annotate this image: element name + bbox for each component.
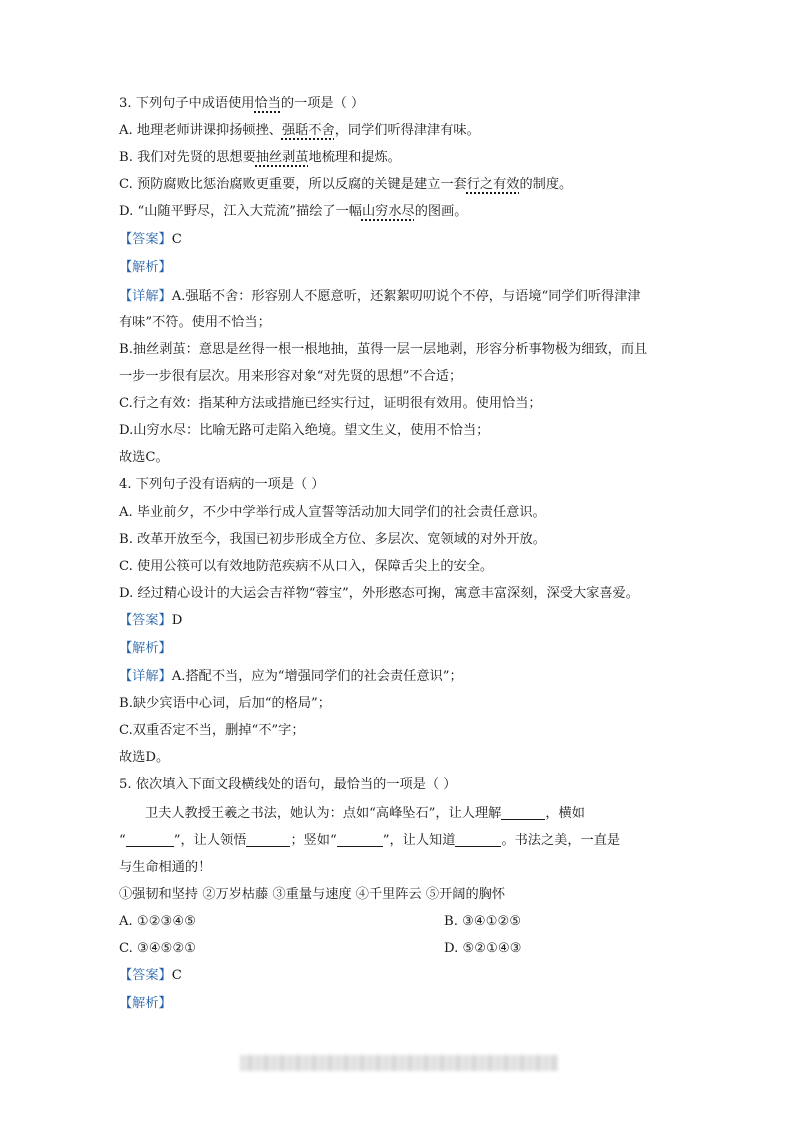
q5-passage-line-2: “ ”，让人领悟 ；竖如“ ”，让人知道 。书法之美，一直是 — [119, 833, 621, 848]
q5-option-d: D. ⑤②①④③ — [444, 941, 522, 956]
q4-conclusion: 故选D。 — [119, 750, 170, 765]
q4-detail-3: C.双重否定不当，删掉“不”字； — [119, 723, 305, 738]
q5-stem: 5. 依次填入下面文段横线处的语句，最恰当的一项是（ ） — [119, 777, 457, 792]
q4-analysis-heading: 【解析】 — [119, 641, 172, 656]
q5-option-b: B. ③④①②⑤ — [444, 914, 522, 929]
q5-answer: 【答案】C — [119, 968, 182, 983]
q4-answer: 【答案】D — [119, 613, 183, 628]
q3-option-d: D. “山随平野尽，江入大荒流”描绘了一幅山穷水尽的图画。 — [119, 204, 468, 219]
q5-passage-line-3: 与生命相通的！ — [119, 860, 212, 875]
q3-detail-3: B.抽丝剥茧：意思是丝得一根一根地抽，茧得一层一层地剥，形容分析事物极为细致，而且 — [119, 342, 648, 357]
q3-detail-5: C.行之有效：指某种方法或措施已经实行过，证明很有效用。使用恰当； — [119, 396, 542, 411]
q5-analysis-heading: 【解析】 — [119, 996, 172, 1011]
q5-passage-line-1: 卫夫人教授王羲之书法，她认为：点如“高峰坠石”，让人理解 ，横如 — [145, 806, 585, 821]
q5-blank-3 — [246, 832, 290, 847]
q3-option-a: A. 地理老师讲课抑扬顿挫、强聒不舍，同学们听得津津有味。 — [119, 123, 480, 138]
q3-detail-6: D.山穷水尽：比喻无路可走陷入绝境。望文生义，使用不恰当； — [119, 423, 490, 438]
q3-detail-2: 有味”不符。使用不恰当； — [119, 315, 271, 330]
q5-option-c: C. ③④⑤②① — [119, 941, 197, 956]
q3-option-b: B. 我们对先贤的思想要抽丝剥茧地梳理和提炼。 — [119, 150, 401, 165]
q4-stem: 4. 下列句子没有语病的一项是（ ） — [119, 477, 325, 492]
q4-option-a: A. 毕业前夕，不少中学举行成人宣誓等活动加大同学们的社会责任意识。 — [119, 505, 546, 520]
q4-option-b: B. 改革开放至今，我国已初步形成全方位、多层次、宽领域的对外开放。 — [119, 532, 546, 547]
q3-answer: 【答案】C — [119, 232, 182, 247]
q4-detail-1: 【详解】A.搭配不当，应为“增强同学们的社会责任意识”； — [119, 669, 463, 684]
blurred-footer-watermark — [240, 1055, 558, 1071]
q3-analysis-heading: 【解析】 — [119, 260, 172, 275]
q5-blank-5 — [455, 832, 501, 847]
q5-blank-4 — [337, 832, 383, 847]
q5-blank-2 — [126, 832, 174, 847]
q5-items: ①强韧和坚持 ②万岁枯藤 ③重量与速度 ④千里阵云 ⑤开阔的胸怀 — [119, 887, 506, 902]
q5-option-a: A. ①②③④⑤ — [119, 914, 197, 929]
q4-option-c: C. 使用公筷可以有效地防范疾病不从口入，保障舌尖上的安全。 — [119, 559, 494, 574]
q5-blank-1 — [501, 805, 545, 820]
q3-option-c: C. 预防腐败比惩治腐败更重要，所以反腐的关键是建立一套行之有效的制度。 — [119, 177, 573, 192]
q3-conclusion: 故选C。 — [119, 450, 169, 465]
q4-detail-2: B.缺少宾语中心词，后加“的格局”； — [119, 696, 331, 711]
q3-stem: 3. 下列句子中成语使用恰当的一项是（ ） — [119, 96, 365, 111]
q3-detail-1: 【详解】A.强聒不舍：形容别人不愿意听，还絮絮叨叨说个不停，与语境“同学们听得津津 — [119, 289, 641, 304]
q4-option-d: D. 经过精心设计的大运会吉祥物“蓉宝”，外形憨态可掬，寓意丰富深刻，深受大家喜爱。 — [119, 586, 639, 601]
q3-detail-4: 一步一步很有层次。用来形容对象“对先贤的思想”不合适； — [119, 369, 463, 384]
